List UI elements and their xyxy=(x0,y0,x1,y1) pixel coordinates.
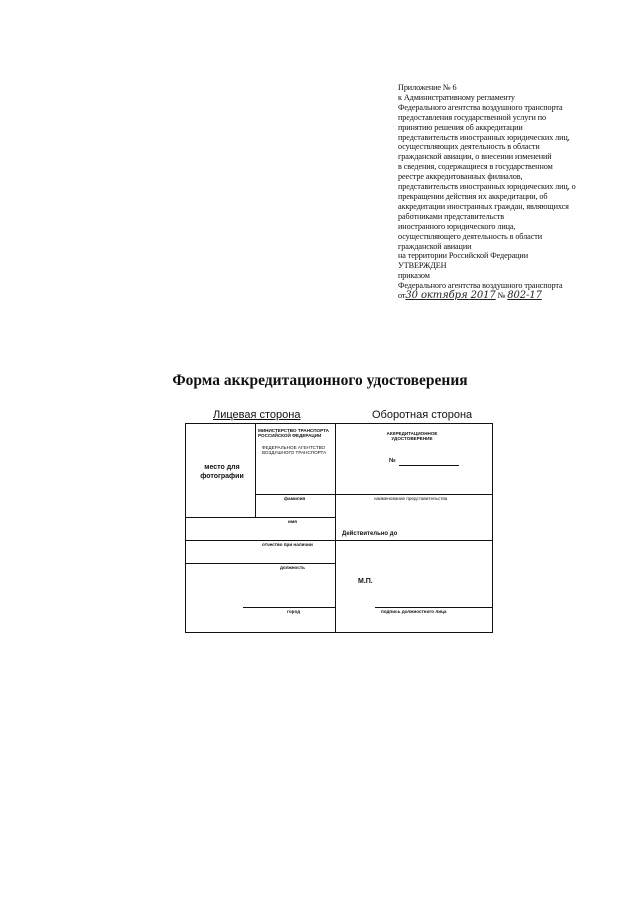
surname-line xyxy=(255,494,335,495)
photo-place-label: место для фотографии xyxy=(200,464,244,480)
certificate-number-line xyxy=(399,465,459,466)
header-line: реестре аккредитованных филиалов, xyxy=(398,172,523,182)
ministry-name: МИНИСТЕРСТВО ТРАНСПОРТА РОССИЙСКОЙ ФЕДЕРАЦИИ xyxy=(258,428,329,439)
patronymic-label: отчество при наличии xyxy=(262,542,313,547)
header-line: Федерального агентства воздушного транспорта xyxy=(398,102,563,112)
order-number-label: № xyxy=(497,291,506,301)
header-line: гражданской авиации, о внесении изменений xyxy=(398,152,552,162)
position-label: должность xyxy=(280,565,305,570)
certificate-title: АККРЕДИТАЦИОННОЕ УДОСТОВЕРЕНИЕ xyxy=(386,431,438,442)
header-line: УТВЕРЖДЕН xyxy=(398,261,447,271)
official-signature-label: подпись должностного лица xyxy=(381,609,447,614)
city-label: город xyxy=(287,609,301,614)
representation-name-label: наименование представительства xyxy=(374,496,448,501)
photo-box-border xyxy=(255,423,256,517)
front-side-label: Лицевая сторона xyxy=(213,409,301,421)
header-line: на территории Российской Федерации xyxy=(398,251,528,261)
header-line: гражданской авиации xyxy=(398,241,472,251)
name-line xyxy=(185,517,335,518)
header-line: осуществляющих деятельность в области xyxy=(398,142,540,152)
header-line: представительств иностранных юридических лиц, xyxy=(398,132,570,142)
order-date-line xyxy=(398,291,634,301)
header-line: представительств иностранных юридических лиц, о xyxy=(398,182,576,192)
header-line: осуществляющего деятельность в области xyxy=(398,231,542,241)
back-side-label: Оборотная сторона xyxy=(372,409,473,421)
certificate-card xyxy=(185,423,493,633)
header-line: Приложение № 6 xyxy=(398,83,457,92)
header-line: иностранного юридического лица, xyxy=(398,221,516,231)
patronymic-line xyxy=(185,540,335,541)
stamp-label: М.П. xyxy=(358,578,373,585)
header-line: аккредитации иностранных граждан, являющихся xyxy=(398,201,569,211)
valid-until-label: Действительно до xyxy=(342,531,398,537)
approval-header xyxy=(398,83,634,301)
header-line: принятию решения об аккредитации xyxy=(398,122,523,132)
form-title: Форма аккредитационного удостоверения xyxy=(172,372,468,389)
official-signature-line xyxy=(375,607,493,608)
header-line: приказом xyxy=(398,271,430,281)
order-prefix: от xyxy=(398,291,406,301)
order-number: 802-17 xyxy=(507,290,542,302)
surname-label: фамилия xyxy=(284,496,306,501)
header-line: к Административному регламенту xyxy=(398,92,515,102)
header-line: Федерального агентства воздушного транспорта xyxy=(398,281,563,291)
position-line xyxy=(185,563,335,564)
representation-line xyxy=(335,494,493,495)
header-line: в сведения, содержащиеся в государственном xyxy=(398,162,553,172)
name-label: имя xyxy=(288,519,297,524)
side-divider xyxy=(335,423,336,633)
agency-name: ФЕДЕРАЛЬНОЕ АГЕНТСТВО ВОЗДУШНОГО ТРАНСПОРТА xyxy=(262,445,327,456)
valid-until-line xyxy=(335,540,493,541)
header-line: работниками представительств xyxy=(398,211,504,221)
header-line: прекращении действия их аккредитации, об xyxy=(398,191,548,201)
header-line: предоставления государственной услуги по xyxy=(398,112,547,122)
city-line xyxy=(243,607,335,608)
order-date: 30 октября 2017 xyxy=(405,290,496,302)
certificate-number-label: № xyxy=(389,458,396,464)
